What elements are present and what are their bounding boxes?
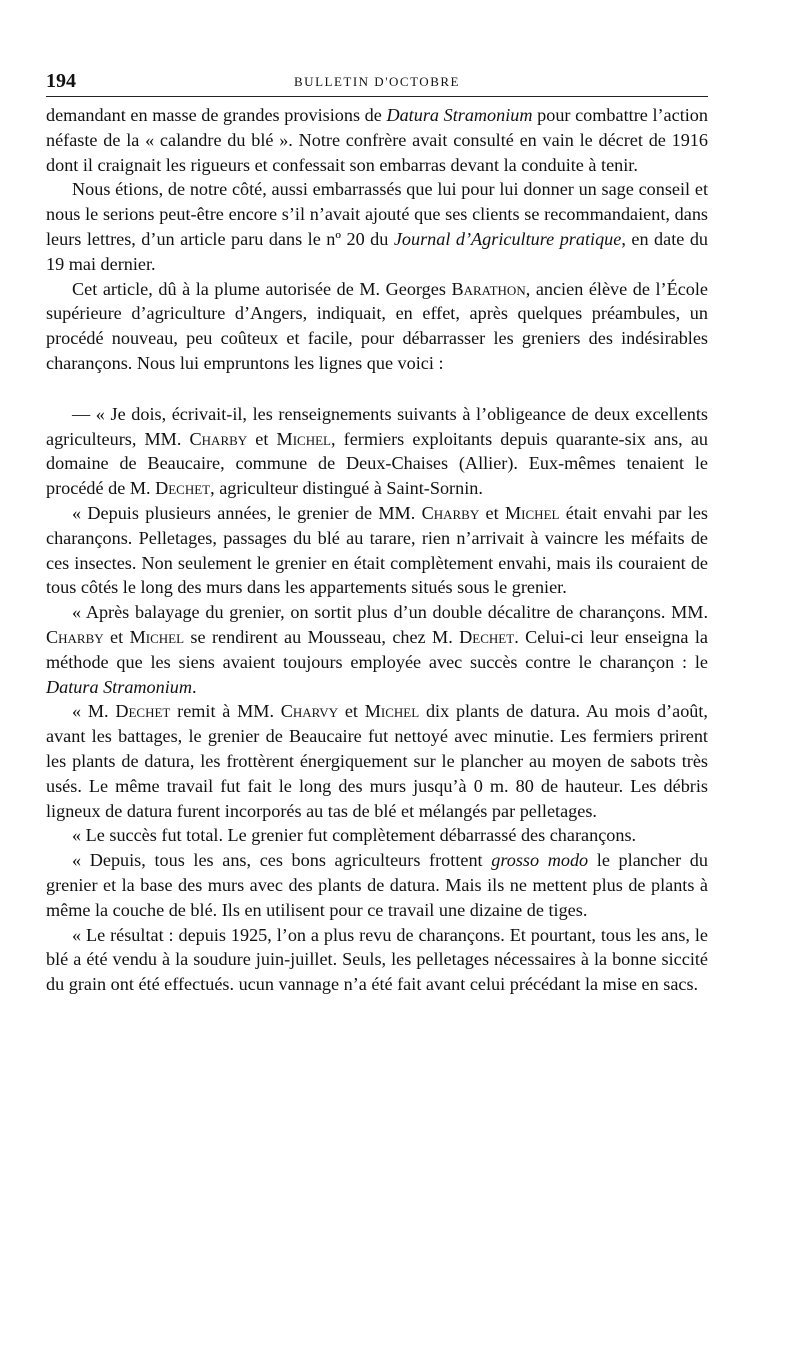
text-run: dix plants de datura. Au mois d’août, avant les battages, le grenier de Beaucaire fut nettoyé avec minutie. Les fermiers prirent les plants de datura, les frottèrent énergiquement sur le plancher au moyen de sabots très usés. Le même travail fut fait le long des murs jusqu’à 0 m. 80 de hauteur. Les débris ligneux de datura furent incorporés au tas de blé et mélangés par pelletages. bbox=[46, 701, 708, 821]
text-run: , en date du 19 mai dernier. bbox=[46, 228, 709, 274]
paragraph-2 bbox=[46, 177, 708, 276]
body-text bbox=[46, 103, 708, 997]
text-run: — « Je dois, écrivait-il, les renseignements suivants à l’obligeance de deux excellents agriculteurs, MM. bbox=[46, 403, 708, 449]
text-run: demandant en masse de grandes provisions de bbox=[46, 105, 387, 125]
smallcaps-name: Charvy bbox=[280, 701, 339, 722]
smallcaps-name: Michel bbox=[129, 626, 185, 647]
italic-run: Datura Stramonium bbox=[386, 105, 533, 125]
smallcaps-name: Charby bbox=[421, 502, 480, 523]
smallcaps-name: Michel bbox=[276, 428, 331, 449]
paragraph-3 bbox=[46, 277, 708, 376]
text-run: le plancher du grenier et la base des murs avec des plants de datura. Mais ils ne mettent plus de plants à même la couche de blé. Ils en utilisent pour ce travail une dizaine de tiges. bbox=[46, 850, 708, 920]
text-run: était envahi par les charançons. Pelletages, passages du blé au tarare, rien n’arrivait à vaincre les méfaits de ces insectes. Non seulement le grenier en était complètement envahi, mais ils couraient de tous côtés le long des murs dans les appartements situés sous le grenier. bbox=[46, 502, 708, 598]
italic-run: Datura Stramonium bbox=[46, 676, 193, 697]
text-run: et bbox=[247, 428, 277, 449]
text-run: et bbox=[103, 626, 130, 647]
page-number: 194 bbox=[46, 70, 76, 92]
text-run: Nous étions, de notre côté, aussi embarrassés que lui pour lui donner un sage conseil et nous le serions peut-être encore s’il n’avait ajouté que ses clients se recommandaient, dans leurs lettres, d’un article paru dans le nº 20 du bbox=[46, 179, 708, 249]
paragraph-4 bbox=[46, 402, 708, 501]
paragraph-7 bbox=[46, 699, 708, 823]
smallcaps-name: Barathon bbox=[451, 278, 526, 299]
italic-run: grosso modo bbox=[491, 850, 589, 871]
italic-run: Journal d’Agriculture pratique bbox=[393, 228, 622, 249]
smallcaps-name: Dechet bbox=[459, 626, 515, 647]
text-run: « Depuis plusieurs années, le grenier de MM. bbox=[72, 502, 422, 523]
smallcaps-name: Dechet bbox=[115, 701, 171, 722]
text-run: , ancien élève de l’École supérieure d’agriculture d’Angers, indiquait, en effet, après quelques préambules, un procédé nouveau, peu coûteux et facile, pour débarrasser les greniers des indésirables charançons. Nous lui empruntons les lignes que voici : bbox=[46, 278, 708, 373]
paragraph-10: « Le résultat : depuis 1925, l’on a plus revu de charançons. Et pourtant, tous les ans, le blé a été vendu à la soudure juin-juillet. Seuls, les pelletages nécessaires à la bonne siccité du grain ont été effectués. ucun vannage n’a été fait avant celui précédant la mise en sacs. bbox=[46, 924, 708, 995]
text-run: « Depuis, tous les ans, ces bons agriculteurs frottent bbox=[72, 850, 492, 871]
text-run: , agriculteur distingué à Saint-Sornin. bbox=[210, 478, 483, 499]
paragraph-8: « Le succès fut total. Le grenier fut complètement débarrassé des charançons. bbox=[72, 825, 637, 846]
text-run: se rendirent au Mousseau, chez M. bbox=[184, 626, 460, 647]
text-run: « Après balayage du grenier, on sortit plus d’un double décalitre de charançons. MM. bbox=[72, 602, 708, 623]
paragraph-1 bbox=[46, 103, 708, 177]
text-run: « M. bbox=[72, 701, 116, 722]
text-run: et bbox=[338, 701, 365, 722]
running-title: BULLETIN D'OCTOBRE bbox=[294, 74, 460, 89]
smallcaps-name: Michel bbox=[505, 502, 560, 523]
page-header bbox=[46, 64, 708, 97]
paragraph-6 bbox=[46, 600, 708, 699]
text-run: et bbox=[479, 502, 506, 523]
text-run: remit à MM. bbox=[170, 701, 281, 722]
text-run: pour combattre l’action néfaste de la « calandre du blé ». Notre confrère avait consulté en vain le décret de 1916 dont il craignait les rigueurs et confessait son embarras devant la conduite à tenir. bbox=[46, 105, 708, 175]
text-run: . Celui-ci leur enseigna la méthode que les siens avaient toujours employée avec succès contre le charançon : le bbox=[46, 626, 708, 672]
text-run: Cet article, dû à la plume autorisée de M. Georges bbox=[72, 278, 452, 299]
paragraph-5 bbox=[46, 501, 708, 600]
text-run: , fermiers exploitants depuis quarante-six ans, au domaine de Beaucaire, commune de Deux-Chaises (Allier). Eux-mêmes tenaient le procédé de M. bbox=[46, 428, 708, 499]
smallcaps-name: Dechet bbox=[155, 478, 211, 499]
smallcaps-name: Michel bbox=[364, 701, 420, 722]
text-run: . bbox=[192, 676, 197, 697]
smallcaps-name: Charby bbox=[189, 428, 248, 449]
smallcaps-name: Charby bbox=[46, 626, 104, 647]
paragraph-9 bbox=[46, 848, 708, 922]
